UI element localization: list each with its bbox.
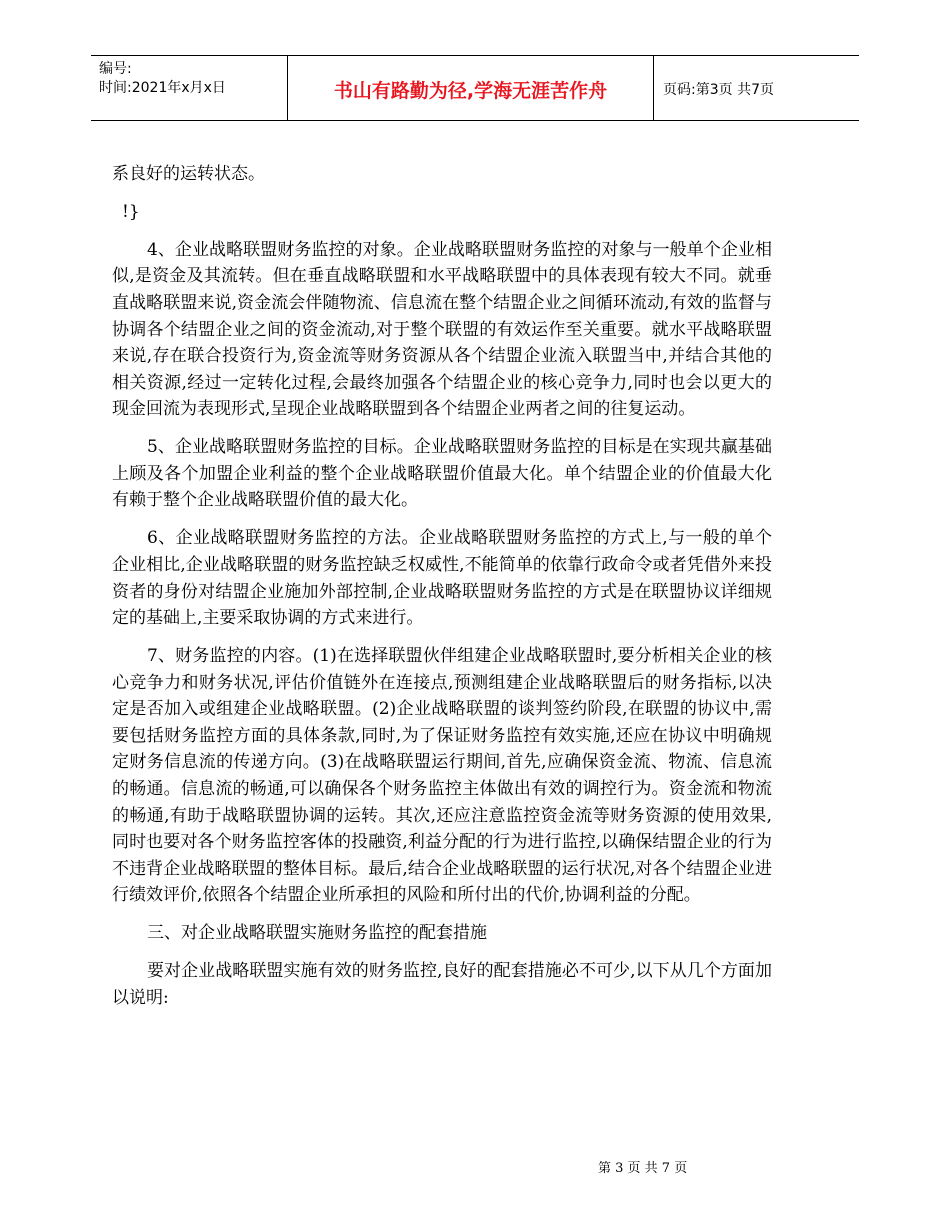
- header-page-info: 页码:第3页 共7页: [663, 82, 774, 98]
- page-header: [91, 55, 859, 121]
- header-meta: [99, 60, 226, 98]
- paragraph-continuation: 系良好的运转状态。: [112, 164, 265, 184]
- header-divider-right: [653, 56, 654, 121]
- page-footer: 第 3 页 共 7 页: [598, 1161, 688, 1176]
- header-time-label: 时间:2021年x月x日: [99, 80, 226, 96]
- paragraph-content: 7、财务监控的内容。(1)在选择联盟伙伴组建企业战略联盟时,要分析相关企业的核心竞争力和财务状况,评估价值链外在连接点,预测组建企业战略联盟后的财务指标,以决定是否加入或组建企业战略联盟。(2)企业战略联盟的谈判签约阶段,在联盟的协议中,需要包括财务监控方面的具体条款,同时,为了保证财务监控有效实施,还应在协议中明确规定财务信息流的传递方向。(3)在战略联盟运行期间,首先,应确保资金流、物流、信息流的畅通。信息流的畅通,可以确保各个财务监控主体做出有效的调控行为。资金流和物流的畅通,有助于战略联盟协调的运转。其次,还应注意监控资金流等财务资源的使用效果,同时也要对各个财务监控客体的投融资,利益分配的行为进行监控,以确保结盟企业的行为不违背企业战略联盟的整体目标。最后,结合企业战略联盟的运行状况,对各个结盟企业进行绩效评价,依照各个结盟企业所承担的风险和所付出的代价,协调利益的分配。: [112, 645, 772, 906]
- paragraph-intro: 要对企业战略联盟实施有效的财务监控,良好的配套措施必不可少,以下从几个方面加以说明:: [112, 961, 772, 1008]
- header-motto: 书山有路勤为径,学海无涯苦作舟: [333, 80, 608, 102]
- section-heading: 三、对企业战略联盟实施财务监控的配套措施: [147, 923, 487, 944]
- document-body: [112, 161, 772, 1011]
- paragraph-goal: 5、企业战略联盟财务监控的目标。企业战略联盟财务监控的目标是在实现共赢基础上顾及各个加盟企业利益的整个企业战略联盟价值最大化。单个结盟企业的价值最大化有赖于整个企业战略联盟价值的最大化。: [112, 437, 772, 511]
- header-number-label: 编号:: [99, 61, 132, 77]
- paragraph-object: 4、企业战略联盟财务监控的对象。企业战略联盟财务监控的对象与一般单个企业相似,是资金及其流转。但在垂直战略联盟和水平战略联盟中的具体表现有较大不同。就垂直战略联盟来说,资金流会伴随物流、信息流在整个结盟企业之间循环流动,有效的监督与协调各个结盟企业之间的资金流动,对于整个联盟的有效运作至关重要。就水平战略联盟来说,存在联合投资行为,资金流等财务资源从各个结盟企业流入联盟当中,并结合其他的相关资源,经过一定转化过程,会最终加强各个结盟企业的核心竞争力,同时也会以更大的现金回流为表现形式,呈现企业战略联盟到各个结盟企业两者之间的往复运动。: [112, 239, 772, 420]
- stray-symbols: !}: [122, 201, 140, 222]
- paragraph-method: 6、企业战略联盟财务监控的方法。企业战略联盟财务监控的方式上,与一般的单个企业相比,企业战略联盟的财务监控缺乏权威性,不能简单的依靠行政命令或者凭借外来投资者的身份对结盟企业施加外部控制,企业战略联盟财务监控的方式是在联盟协议详细规定的基础上,主要采取协调的方式来进行。: [112, 528, 772, 629]
